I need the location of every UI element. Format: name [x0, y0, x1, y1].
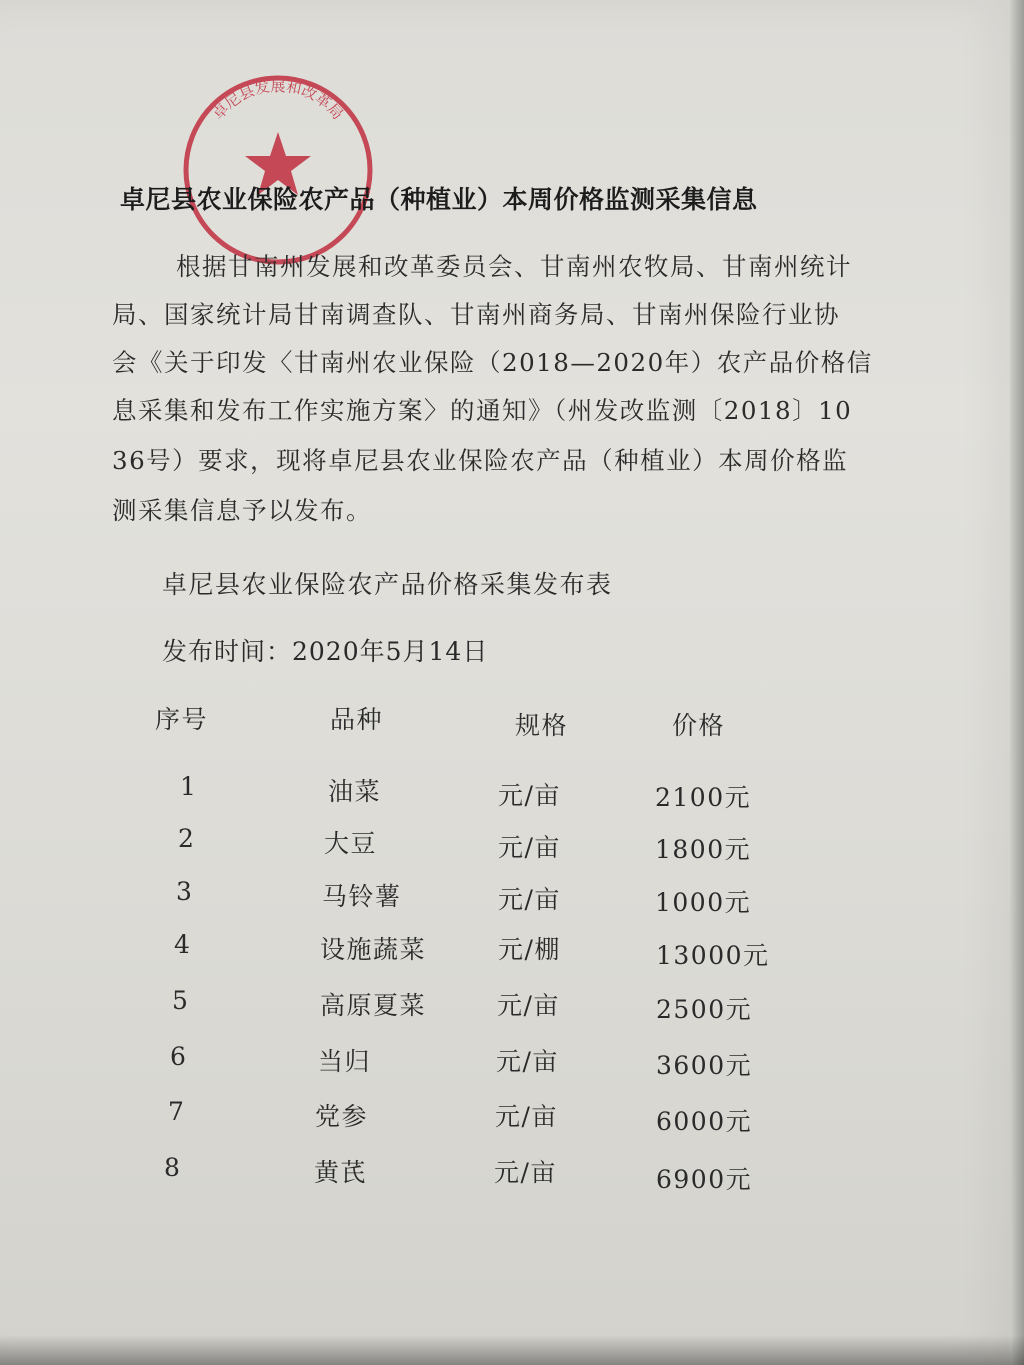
cell-unit: 元/亩: [497, 991, 560, 1020]
cell-unit: 元/亩: [498, 833, 561, 862]
table-row: [0, 824, 1024, 864]
cell-no: 7: [168, 1097, 186, 1126]
cell-price: 13000元: [656, 941, 770, 970]
publish-date: 发布时间：2020年5月14日: [162, 637, 489, 666]
cell-price: 1000元: [655, 888, 752, 917]
table-title: 卓尼县农业保险农产品价格采集发布表: [162, 570, 613, 599]
table-row: [0, 1042, 1024, 1082]
table-row: [0, 930, 1024, 970]
cell-unit: 元/亩: [498, 885, 561, 914]
cell-unit: 元/亩: [496, 1047, 559, 1076]
cell-unit: 元/亩: [495, 1102, 558, 1131]
official-seal: [178, 70, 378, 270]
cell-unit: 元/亩: [498, 781, 561, 810]
body-line: 会《关于印发〈甘南州农业保险（2018—2020年）农产品价格信: [112, 348, 873, 377]
photo-shadow: [0, 1335, 1024, 1365]
cell-no: 1: [180, 772, 198, 801]
cell-unit: 元/棚: [498, 935, 561, 964]
header-no: 序号: [155, 705, 209, 734]
cell-variety: 马铃薯: [322, 882, 402, 911]
cell-price: 6900元: [656, 1165, 753, 1194]
table-row: [0, 772, 1024, 812]
cell-price: 2100元: [655, 783, 752, 812]
seal-graphic: [178, 70, 378, 270]
body-line: 36号）要求，现将卓尼县农业保险农产品（种植业）本周价格监: [112, 446, 849, 475]
header-variety: 品种: [330, 705, 384, 734]
cell-variety: 党参: [315, 1102, 369, 1131]
cell-no: 8: [164, 1153, 182, 1182]
cell-unit: 元/亩: [494, 1158, 557, 1187]
body-line: 局、国家统计局甘南调查队、甘南州商务局、甘南州保险行业协: [112, 300, 840, 329]
paper-edge: [1010, 0, 1024, 1365]
table-row: [0, 986, 1024, 1026]
cell-no: 6: [170, 1042, 188, 1071]
header-unit: 规格: [515, 711, 569, 740]
cell-price: 3600元: [656, 1051, 753, 1080]
cell-no: 5: [172, 986, 190, 1015]
header-price: 价格: [672, 711, 726, 740]
table-row: [0, 1153, 1024, 1193]
cell-variety: 当归: [318, 1047, 372, 1076]
body-line: 息采集和发布工作实施方案〉的通知》（州发改监测〔2018〕10: [112, 396, 853, 425]
seal-ring-text: 卓尼县发展和改革局: [209, 77, 347, 124]
cell-price: 2500元: [656, 995, 753, 1024]
cell-price: 1800元: [655, 835, 752, 864]
cell-variety: 黄芪: [314, 1158, 368, 1187]
body-line: 测采集信息予以发布。: [112, 496, 372, 525]
cell-no: 2: [178, 824, 196, 853]
cell-variety: 油菜: [328, 777, 382, 806]
cell-no: 4: [174, 930, 192, 959]
cell-variety: 高原夏菜: [320, 991, 427, 1020]
table-row: [0, 877, 1024, 917]
body-line: 根据甘南州发展和改革委员会、甘南州农牧局、甘南州统计: [176, 252, 852, 281]
cell-variety: 大豆: [324, 829, 378, 858]
cell-no: 3: [176, 877, 194, 906]
document-title: 卓尼县农业保险农产品（种植业）本周价格监测采集信息: [120, 185, 758, 214]
cell-variety: 设施蔬菜: [320, 935, 427, 964]
table-header: [0, 700, 1024, 740]
cell-price: 6000元: [656, 1107, 753, 1136]
table-row: [0, 1097, 1024, 1137]
